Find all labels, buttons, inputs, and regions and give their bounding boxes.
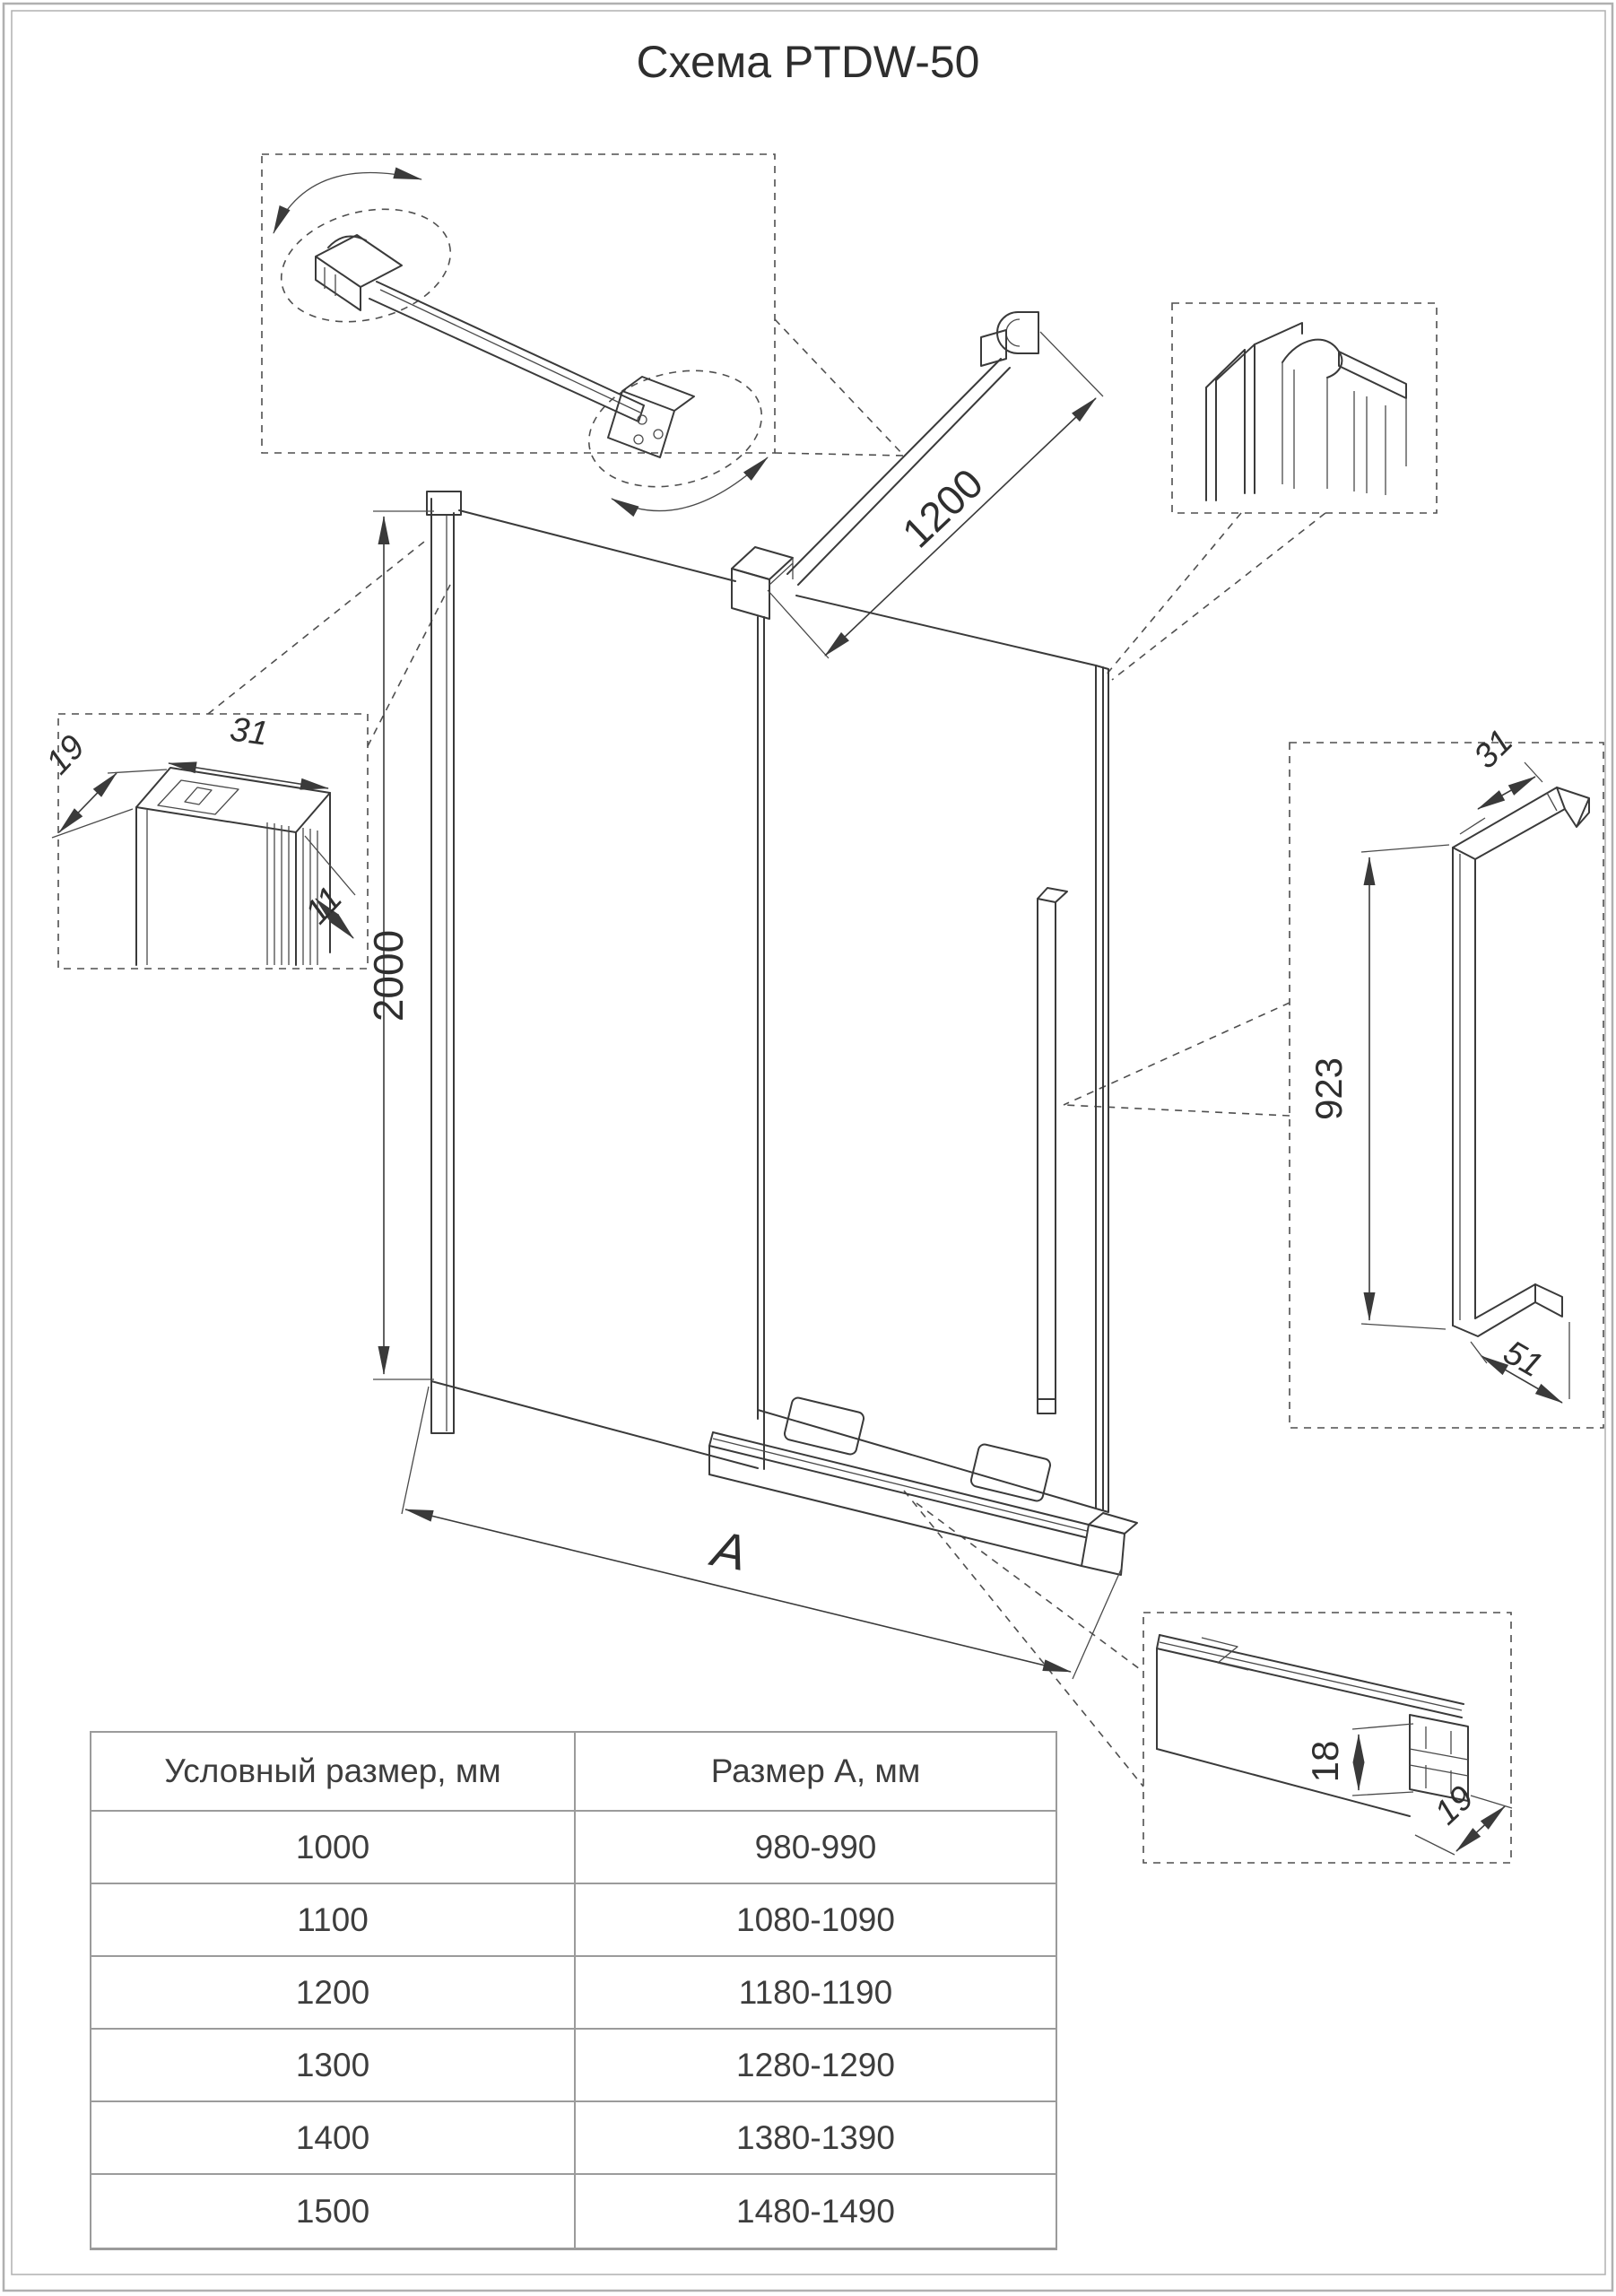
leader-wall-profile <box>1106 513 1241 675</box>
table-row-nominal: 1400 <box>91 2102 576 2175</box>
dim-rail-height: 18 <box>1304 1740 1346 1783</box>
dim-handle-foot-depth: 51 <box>1497 1333 1549 1386</box>
guide-block-right <box>970 1443 1052 1502</box>
table-row-size-a: 980-990 <box>576 1812 1056 1884</box>
detail-box-glass-profile <box>39 538 450 969</box>
table-row-size-a: 1280-1290 <box>576 2030 1056 2102</box>
leader-wall-profile-2 <box>1112 513 1325 680</box>
table-row-nominal: 1100 <box>91 1884 576 1957</box>
table-row-size-a: 1380-1390 <box>576 2102 1056 2175</box>
detail-box-wall-profile <box>1106 303 1437 680</box>
table-row-size-a: 1180-1190 <box>576 1957 1056 2030</box>
size-table <box>90 1731 1057 2250</box>
dim-wall-profile-width: 31 <box>227 710 271 753</box>
bottom-rail <box>709 1432 1137 1575</box>
wall-bracket <box>981 312 1038 366</box>
dim-line-profile-31 <box>169 763 328 788</box>
table-header-size-a: Размер А, мм <box>576 1733 1056 1812</box>
guide-block-left <box>784 1396 865 1456</box>
detail-box-handle <box>1064 723 1603 1428</box>
table-row-nominal: 1000 <box>91 1812 576 1884</box>
dim-handle-top-width: 31 <box>1466 722 1521 777</box>
leader-handle-2 <box>1064 1105 1290 1116</box>
leader-bottom-rail-2 <box>917 1503 1143 1672</box>
page-title: Схема PTDW-50 <box>636 37 980 87</box>
main-assembly-drawing <box>365 312 1137 1679</box>
table-row-nominal: 1500 <box>91 2175 576 2248</box>
dimension-width <box>402 1387 1121 1679</box>
leader-support-bar-2 <box>775 453 904 456</box>
table-header-nominal-size: Условный размер, мм <box>91 1733 576 1812</box>
door-handle <box>1038 888 1067 1413</box>
dim-rail-depth: 19 <box>1428 1779 1481 1832</box>
glass-profile-drawing <box>136 768 330 965</box>
leader-glass-profile-2 <box>368 585 450 746</box>
bottom-rail-drawing <box>1157 1635 1468 1816</box>
table-row-nominal: 1300 <box>91 2030 576 2102</box>
dimension-support-bar <box>768 332 1103 658</box>
leader-glass-profile <box>208 538 429 714</box>
table-row-size-a: 1480-1490 <box>736 2192 895 2230</box>
dim-handle-length: 923 <box>1308 1057 1350 1121</box>
detail-box-support-bar <box>262 154 904 511</box>
dim-door-height: 2000 <box>365 929 412 1022</box>
handle-drawing <box>1453 787 1589 1336</box>
table-row-nominal: 1200 <box>91 1957 576 2030</box>
dim-support-bar-length: 1200 <box>892 459 993 557</box>
dim-line-profile-19 <box>59 773 117 832</box>
fixed-panel <box>431 510 764 1469</box>
dimension-height <box>365 511 434 1379</box>
wall-profile <box>427 491 461 1433</box>
dim-wall-profile-glass-gap: 11 <box>298 880 351 932</box>
leader-support-bar <box>775 319 904 456</box>
table-row-size-a: 1080-1090 <box>576 1884 1056 1957</box>
leader-handle <box>1064 1003 1290 1105</box>
dim-wall-profile-depth: 19 <box>39 728 93 782</box>
support-bar-rotation-drawing <box>269 173 774 511</box>
dim-opening-width: A <box>708 1519 752 1582</box>
wall-profile-drawing <box>1206 323 1406 500</box>
support-bar <box>787 359 1010 585</box>
